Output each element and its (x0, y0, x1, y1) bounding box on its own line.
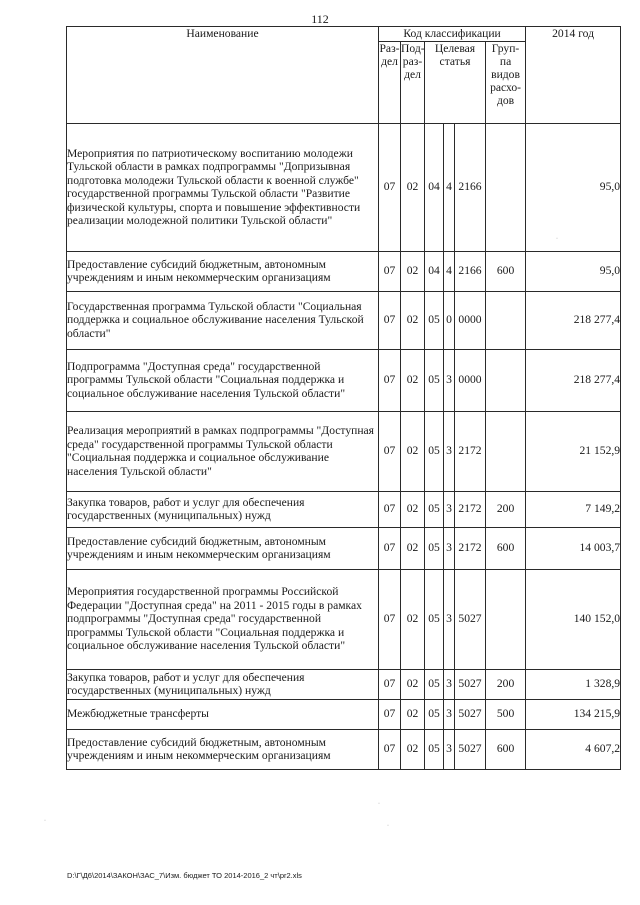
scan-mark: · (556, 236, 558, 242)
cell-amount: 4 607,2 (526, 729, 621, 769)
scan-mark: · (387, 823, 389, 829)
cell-target-article-program: 04 (425, 251, 444, 291)
col-year-header: 2014 год (526, 27, 621, 124)
col-expense-group-header: Груп- па видов расхо- дов (486, 41, 526, 123)
page-number: 112 (311, 12, 329, 26)
cell-target-article-subprogram: 4 (444, 123, 455, 251)
cell-amount: 140 152,0 (526, 569, 621, 669)
cell-razdel: 07 (379, 491, 401, 527)
table-row (67, 699, 621, 729)
table-row (67, 669, 621, 699)
cell-name: Мероприятия по патриотическому воспитанию молодежи Тульской области в рамках подпрограммы "Допризывная подготовка молодежи Тульской области к военной службе" государственной программы Тульской области "Развитие физической культуры, спорта и повышение эффективности реализации молодежной политики Тульской области" (67, 123, 379, 251)
table-row (67, 291, 621, 349)
cell-razdel: 07 (379, 349, 401, 411)
cell-razdel: 07 (379, 699, 401, 729)
cell-razdel: 07 (379, 291, 401, 349)
cell-podrazdel: 02 (401, 527, 425, 569)
cell-podrazdel: 02 (401, 251, 425, 291)
cell-target-article-code: 5027 (455, 569, 486, 669)
cell-target-article-program: 05 (425, 527, 444, 569)
cell-target-article-code: 2172 (455, 527, 486, 569)
cell-podrazdel: 02 (401, 729, 425, 769)
cell-target-article-program: 04 (425, 123, 444, 251)
cell-expense-group: 200 (486, 669, 526, 699)
cell-podrazdel: 02 (401, 291, 425, 349)
cell-name: Межбюджетные трансферты (67, 699, 379, 729)
cell-target-article-program: 05 (425, 291, 444, 349)
cell-target-article-program: 05 (425, 411, 444, 491)
col-name-header: Наименование (67, 27, 379, 124)
cell-amount: 14 003,7 (526, 527, 621, 569)
col-target-article-header: Целевая статья (425, 41, 486, 123)
cell-podrazdel: 02 (401, 411, 425, 491)
col-podrazdel-header: Под- раз- дел (401, 41, 425, 123)
cell-podrazdel: 02 (401, 123, 425, 251)
cell-podrazdel: 02 (401, 349, 425, 411)
budget-table (66, 26, 621, 770)
table-row (67, 527, 621, 569)
cell-target-article-subprogram: 3 (444, 527, 455, 569)
cell-target-article-program: 05 (425, 491, 444, 527)
table-row (67, 729, 621, 769)
cell-target-article-program: 05 (425, 699, 444, 729)
cell-amount: 218 277,4 (526, 349, 621, 411)
table-row (67, 491, 621, 527)
cell-target-article-subprogram: 3 (444, 411, 455, 491)
cell-name: Предоставление субсидий бюджетным, автономным учреждениям и иным некоммерческим организациям (67, 527, 379, 569)
cell-expense-group: 600 (486, 251, 526, 291)
header-row-top (67, 27, 621, 42)
cell-expense-group: 600 (486, 729, 526, 769)
cell-expense-group (486, 411, 526, 491)
cell-expense-group (486, 349, 526, 411)
cell-target-article-code: 0000 (455, 349, 486, 411)
cell-target-article-subprogram: 3 (444, 569, 455, 669)
col-razdel-header: Раз- дел (379, 41, 401, 123)
cell-razdel: 07 (379, 669, 401, 699)
cell-target-article-subprogram: 3 (444, 669, 455, 699)
cell-expense-group: 500 (486, 699, 526, 729)
cell-amount: 134 215,9 (526, 699, 621, 729)
cell-razdel: 07 (379, 411, 401, 491)
cell-name: Закупка товаров, работ и услуг для обеспечения государственных (муниципальных) нужд (67, 491, 379, 527)
cell-name: Реализация мероприятий в рамках подпрограммы "Доступная среда" государственной программы Тульской области "Социальная поддержка и социальное обслуживание населения Тульской области" (67, 411, 379, 491)
cell-podrazdel: 02 (401, 491, 425, 527)
cell-expense-group: 200 (486, 491, 526, 527)
cell-amount: 95,0 (526, 123, 621, 251)
table-body (67, 123, 621, 769)
cell-expense-group (486, 123, 526, 251)
cell-target-article-program: 05 (425, 729, 444, 769)
cell-name: Закупка товаров, работ и услуг для обеспечения государственных (муниципальных) нужд (67, 669, 379, 699)
cell-target-article-subprogram: 3 (444, 729, 455, 769)
cell-name: Предоставление субсидий бюджетным, автономным учреждениям и иным некоммерческим организациям (67, 251, 379, 291)
cell-podrazdel: 02 (401, 569, 425, 669)
cell-target-article-code: 2166 (455, 251, 486, 291)
cell-target-article-program: 05 (425, 349, 444, 411)
table-row (67, 349, 621, 411)
cell-target-article-code: 0000 (455, 291, 486, 349)
cell-amount: 95,0 (526, 251, 621, 291)
cell-name: Государственная программа Тульской области "Социальная поддержка и социальное обслуживание населения Тульской области" (67, 291, 379, 349)
cell-target-article-subprogram: 3 (444, 491, 455, 527)
cell-target-article-code: 5027 (455, 729, 486, 769)
cell-target-article-subprogram: 4 (444, 251, 455, 291)
cell-target-article-subprogram: 0 (444, 291, 455, 349)
cell-razdel: 07 (379, 251, 401, 291)
cell-target-article-program: 05 (425, 569, 444, 669)
cell-target-article-program: 05 (425, 669, 444, 699)
cell-name: Предоставление субсидий бюджетным, автономным учреждениям и иным некоммерческим организациям (67, 729, 379, 769)
cell-amount: 21 152,9 (526, 411, 621, 491)
scan-mark: · (378, 801, 380, 807)
cell-amount: 1 328,9 (526, 669, 621, 699)
col-classification-header: Код классификации (379, 27, 526, 42)
cell-podrazdel: 02 (401, 699, 425, 729)
cell-name: Подпрограмма "Доступная среда" государственной программы Тульской области "Социальная поддержка и социальное обслуживание населения Тульской области" (67, 349, 379, 411)
cell-razdel: 07 (379, 569, 401, 669)
cell-target-article-code: 2166 (455, 123, 486, 251)
file-path-footer: D:\Г\Д6\2014\ЗАКОН\ЗАС_7\Изм. бюджет ТО 2014-2016_2 чт\pr2.xls (67, 871, 302, 880)
cell-amount: 7 149,2 (526, 491, 621, 527)
table-row (67, 123, 621, 251)
cell-target-article-code: 5027 (455, 699, 486, 729)
cell-target-article-subprogram: 3 (444, 699, 455, 729)
cell-razdel: 07 (379, 123, 401, 251)
cell-podrazdel: 02 (401, 669, 425, 699)
table-row (67, 569, 621, 669)
cell-name: Мероприятия государственной программы Российской Федерации "Доступная среда" на 2011 - 2015 годы в рамках подпрограммы "Доступная среда" государственной программы Тульской области "Социальная поддержка и социальное обслуживание населения Тульской области" (67, 569, 379, 669)
table-row (67, 411, 621, 491)
cell-target-article-code: 5027 (455, 669, 486, 699)
cell-razdel: 07 (379, 527, 401, 569)
cell-expense-group (486, 569, 526, 669)
cell-target-article-code: 2172 (455, 491, 486, 527)
cell-razdel: 07 (379, 729, 401, 769)
scan-mark: · (44, 818, 46, 824)
table-row (67, 251, 621, 291)
cell-amount: 218 277,4 (526, 291, 621, 349)
cell-target-article-code: 2172 (455, 411, 486, 491)
cell-expense-group: 600 (486, 527, 526, 569)
cell-target-article-subprogram: 3 (444, 349, 455, 411)
cell-expense-group (486, 291, 526, 349)
